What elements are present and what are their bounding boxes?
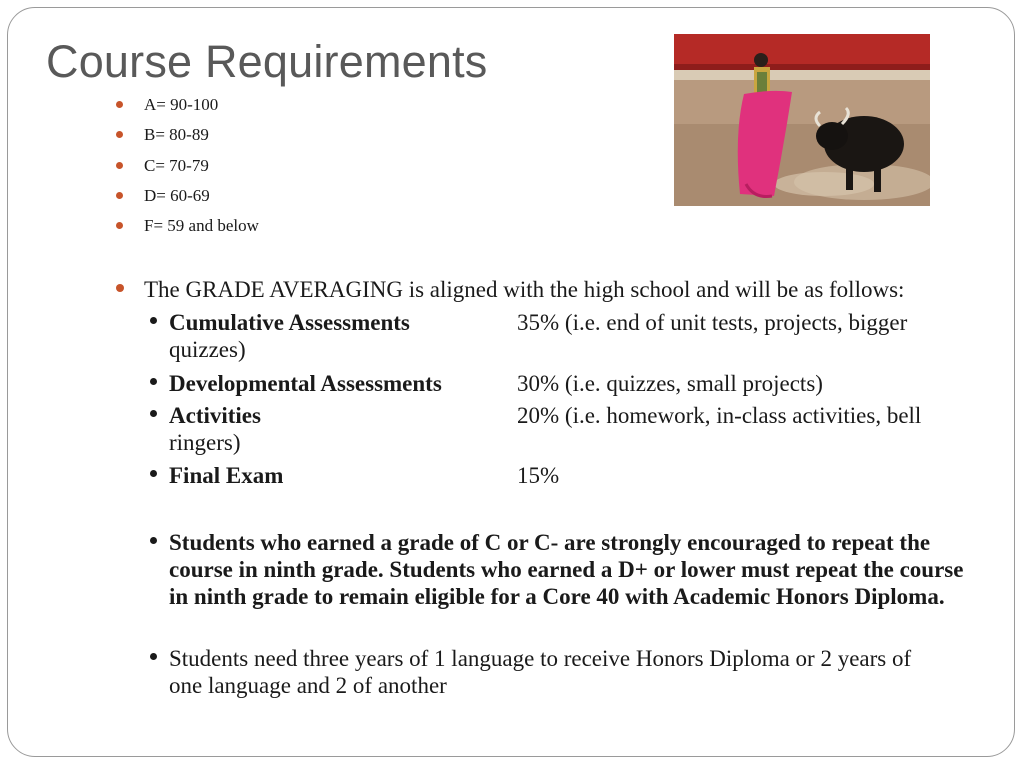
bullet-dot	[116, 101, 123, 108]
bullet-dot	[150, 410, 157, 417]
bullet-dot	[150, 378, 157, 385]
bullet-dot	[116, 131, 123, 138]
averaging-item-developmental	[150, 370, 969, 397]
language-notice-item	[150, 645, 929, 699]
repeat-notice-item	[150, 529, 969, 610]
grade-item-d	[116, 186, 210, 206]
averaging-detail: 15%	[517, 463, 560, 488]
averaging-label: Developmental Assessments	[169, 371, 442, 396]
averaging-item-text	[169, 309, 969, 363]
averaging-item-activities	[150, 402, 969, 456]
averaging-intro: The GRADE AVERAGING is aligned with the high school and will be as follows:	[144, 277, 905, 302]
grade-item-a	[116, 95, 218, 115]
bullet-dot	[116, 284, 124, 292]
grade-item-c	[116, 156, 209, 176]
averaging-item-text	[169, 462, 969, 489]
slide-title: Course Requirements	[46, 36, 488, 87]
averaging-label: Cumulative Assessments	[169, 310, 410, 335]
matador-photo	[674, 34, 930, 206]
grade-label: F= 59 and below	[144, 216, 259, 235]
averaging-detail: 20% (i.e. homework, in-class activities, bell ringers)	[169, 403, 922, 455]
bullet-dot	[116, 222, 123, 229]
repeat-notice: Students who earned a grade of C or C- are strongly encouraged to repeat the course in ninth grade. Students who earned a D+ or lower must repeat the course in ninth grade to remain eligible for a Core 40 with Academic Honors Diploma.	[169, 530, 964, 609]
grade-label: A= 90-100	[144, 95, 219, 114]
bullet-dot	[150, 537, 157, 544]
averaging-intro-item	[116, 276, 904, 303]
bullet-dot	[116, 162, 123, 169]
averaging-detail: 35% (i.e. end of unit tests, projects, bigger quizzes)	[169, 310, 908, 362]
grade-item-b	[116, 125, 209, 145]
language-notice: Students need three years of 1 language to receive Honors Diploma or 2 years of one language and 2 of another	[169, 646, 912, 698]
averaging-detail: 30% (i.e. quizzes, small projects)	[517, 371, 823, 396]
averaging-item-text	[169, 402, 969, 456]
bullet-dot	[116, 192, 123, 199]
grade-label: D= 60-69	[144, 186, 210, 205]
averaging-label: Final Exam	[169, 463, 284, 488]
grade-label: C= 70-79	[144, 156, 209, 175]
averaging-label: Activities	[169, 403, 261, 428]
grade-item-f	[116, 216, 259, 236]
grade-label: B= 80-89	[144, 125, 209, 144]
bullet-dot	[150, 653, 157, 660]
bullet-dot	[150, 317, 157, 324]
averaging-item-cumulative	[150, 309, 969, 363]
averaging-item-text	[169, 370, 969, 397]
averaging-item-final-exam	[150, 462, 969, 489]
bullet-dot	[150, 470, 157, 477]
